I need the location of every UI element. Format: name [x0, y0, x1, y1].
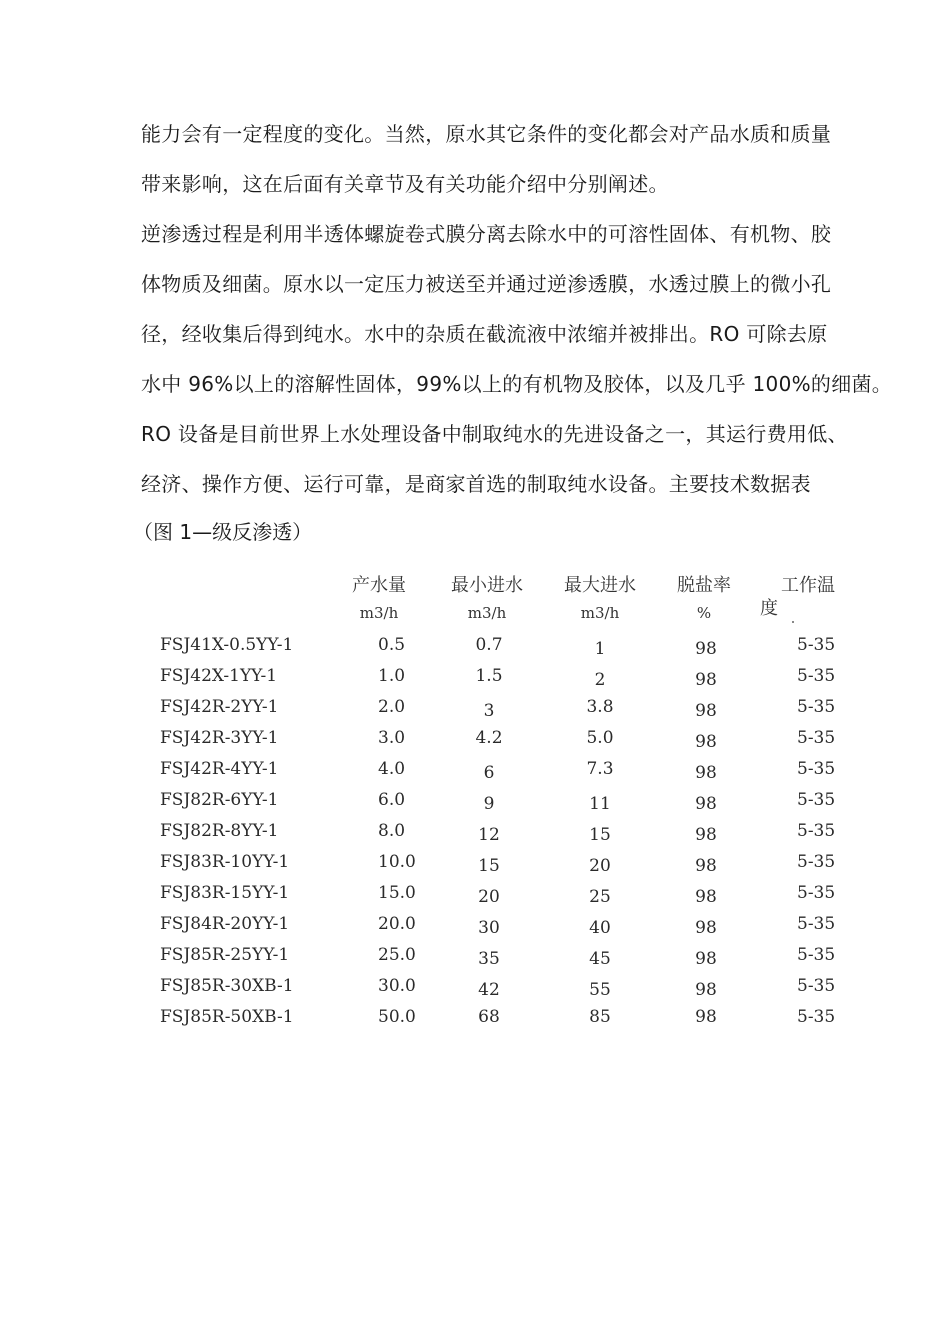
cell-min-inflow: 20 [478, 887, 500, 907]
header-min-inflow: 最小进水 [451, 575, 523, 596]
cell-model: FSJ42R-4YY-1 [160, 759, 279, 779]
cell-temperature: 5-35 [797, 759, 836, 779]
figure-caption: （图 1—级反渗透） [133, 520, 313, 544]
cell-max-inflow: 40 [589, 918, 611, 938]
header-temperature-wrap: 度 [760, 598, 778, 619]
cell-min-inflow: 6 [483, 763, 495, 783]
cell-temperature: 5-35 [797, 666, 836, 686]
cell-min-inflow: 15 [478, 856, 500, 876]
cell-desalination: 98 [695, 1007, 717, 1027]
cell-desalination: 98 [695, 732, 717, 752]
cell-output: 15.0 [378, 883, 416, 903]
cell-temperature: 5-35 [797, 976, 836, 996]
cell-max-inflow: 55 [589, 980, 611, 1000]
paragraph-line: 逆渗透过程是利用半透体螺旋卷式膜分离去除水中的可溶性固体、有机物、胶 [141, 222, 832, 246]
cell-temperature: 5-35 [797, 635, 836, 655]
paragraph-line: RO 设备是目前世界上水处理设备中制取纯水的先进设备之一，其运行费用低、 [141, 422, 848, 446]
cell-desalination: 98 [695, 701, 717, 721]
cell-model: FSJ82R-6YY-1 [160, 790, 279, 810]
cell-desalination: 98 [695, 794, 717, 814]
cell-output: 4.0 [378, 759, 406, 779]
stray-mark [792, 621, 794, 623]
unit-output: m3/h [359, 604, 399, 622]
unit-desalination: % [696, 604, 712, 622]
cell-model: FSJ42X-1YY-1 [160, 666, 278, 686]
cell-model: FSJ83R-15YY-1 [160, 883, 290, 903]
cell-temperature: 5-35 [797, 790, 836, 810]
paragraph-line: 体物质及细菌。原水以一定压力被送至并通过逆渗透膜，水透过膜上的微小孔 [141, 272, 832, 296]
cell-output: 2.0 [378, 697, 406, 717]
cell-model: FSJ84R-20YY-1 [160, 914, 290, 934]
cell-desalination: 98 [695, 670, 717, 690]
cell-output: 3.0 [378, 728, 406, 748]
cell-min-inflow: 30 [478, 918, 500, 938]
cell-desalination: 98 [695, 949, 717, 969]
cell-output: 25.0 [378, 945, 416, 965]
paragraph-line: 径，经收集后得到纯水。水中的杂质在截流液中浓缩并被排出。RO 可除去原 [141, 322, 828, 346]
cell-desalination: 98 [695, 825, 717, 845]
cell-max-inflow: 45 [589, 949, 611, 969]
cell-output: 50.0 [378, 1007, 416, 1027]
cell-max-inflow: 11 [589, 794, 611, 814]
header-max-inflow: 最大进水 [564, 575, 636, 596]
cell-output: 1.0 [378, 666, 406, 686]
cell-desalination: 98 [695, 639, 717, 659]
cell-min-inflow: 0.7 [475, 635, 503, 655]
cell-desalination: 98 [695, 918, 717, 938]
cell-model: FSJ42R-2YY-1 [160, 697, 279, 717]
cell-min-inflow: 35 [478, 949, 500, 969]
cell-temperature: 5-35 [797, 883, 836, 903]
cell-max-inflow: 15 [589, 825, 611, 845]
cell-output: 0.5 [378, 635, 406, 655]
cell-model: FSJ42R-3YY-1 [160, 728, 279, 748]
cell-temperature: 5-35 [797, 697, 836, 717]
cell-desalination: 98 [695, 887, 717, 907]
cell-min-inflow: 68 [478, 1007, 500, 1027]
header-desalination: 脱盐率 [677, 575, 731, 596]
cell-model: FSJ85R-25YY-1 [160, 945, 290, 965]
cell-max-inflow: 85 [589, 1007, 611, 1027]
cell-output: 6.0 [378, 790, 406, 810]
paragraph-line: 水中 96%以上的溶解性固体，99%以上的有机物及胶体，以及几乎 100%的细菌。 [141, 372, 893, 396]
cell-model: FSJ41X-0.5YY-1 [160, 635, 294, 655]
cell-min-inflow: 12 [478, 825, 500, 845]
cell-max-inflow: 2 [594, 670, 606, 690]
header-temperature: 工作温 [781, 575, 835, 596]
cell-output: 20.0 [378, 914, 416, 934]
cell-model: FSJ85R-30XB-1 [160, 976, 294, 996]
paragraph-line: 经济、操作方便、运行可靠，是商家首选的制取纯水设备。主要技术数据表 [141, 472, 811, 496]
cell-min-inflow: 9 [483, 794, 495, 814]
header-output: 产水量 [352, 575, 406, 596]
paragraph-line: 带来影响，这在后面有关章节及有关功能介绍中分别阐述。 [141, 172, 669, 196]
cell-max-inflow: 20 [589, 856, 611, 876]
cell-max-inflow: 1 [594, 639, 606, 659]
cell-max-inflow: 3.8 [586, 697, 614, 717]
cell-output: 10.0 [378, 852, 416, 872]
paragraph-line: 能力会有一定程度的变化。当然，原水其它条件的变化都会对产品水质和质量 [141, 122, 832, 146]
cell-temperature: 5-35 [797, 1007, 836, 1027]
cell-temperature: 5-35 [797, 852, 836, 872]
cell-max-inflow: 5.0 [586, 728, 614, 748]
cell-output: 8.0 [378, 821, 406, 841]
unit-min-inflow: m3/h [467, 604, 507, 622]
cell-model: FSJ85R-50XB-1 [160, 1007, 294, 1027]
cell-max-inflow: 25 [589, 887, 611, 907]
cell-temperature: 5-35 [797, 914, 836, 934]
cell-desalination: 98 [695, 856, 717, 876]
unit-max-inflow: m3/h [580, 604, 620, 622]
cell-min-inflow: 4.2 [475, 728, 503, 748]
cell-model: FSJ83R-10YY-1 [160, 852, 290, 872]
cell-desalination: 98 [695, 980, 717, 1000]
cell-max-inflow: 7.3 [586, 759, 614, 779]
cell-desalination: 98 [695, 763, 717, 783]
cell-min-inflow: 3 [483, 701, 495, 721]
cell-output: 30.0 [378, 976, 416, 996]
cell-temperature: 5-35 [797, 945, 836, 965]
cell-min-inflow: 1.5 [475, 666, 503, 686]
cell-temperature: 5-35 [797, 821, 836, 841]
cell-min-inflow: 42 [478, 980, 500, 1000]
cell-model: FSJ82R-8YY-1 [160, 821, 279, 841]
cell-temperature: 5-35 [797, 728, 836, 748]
